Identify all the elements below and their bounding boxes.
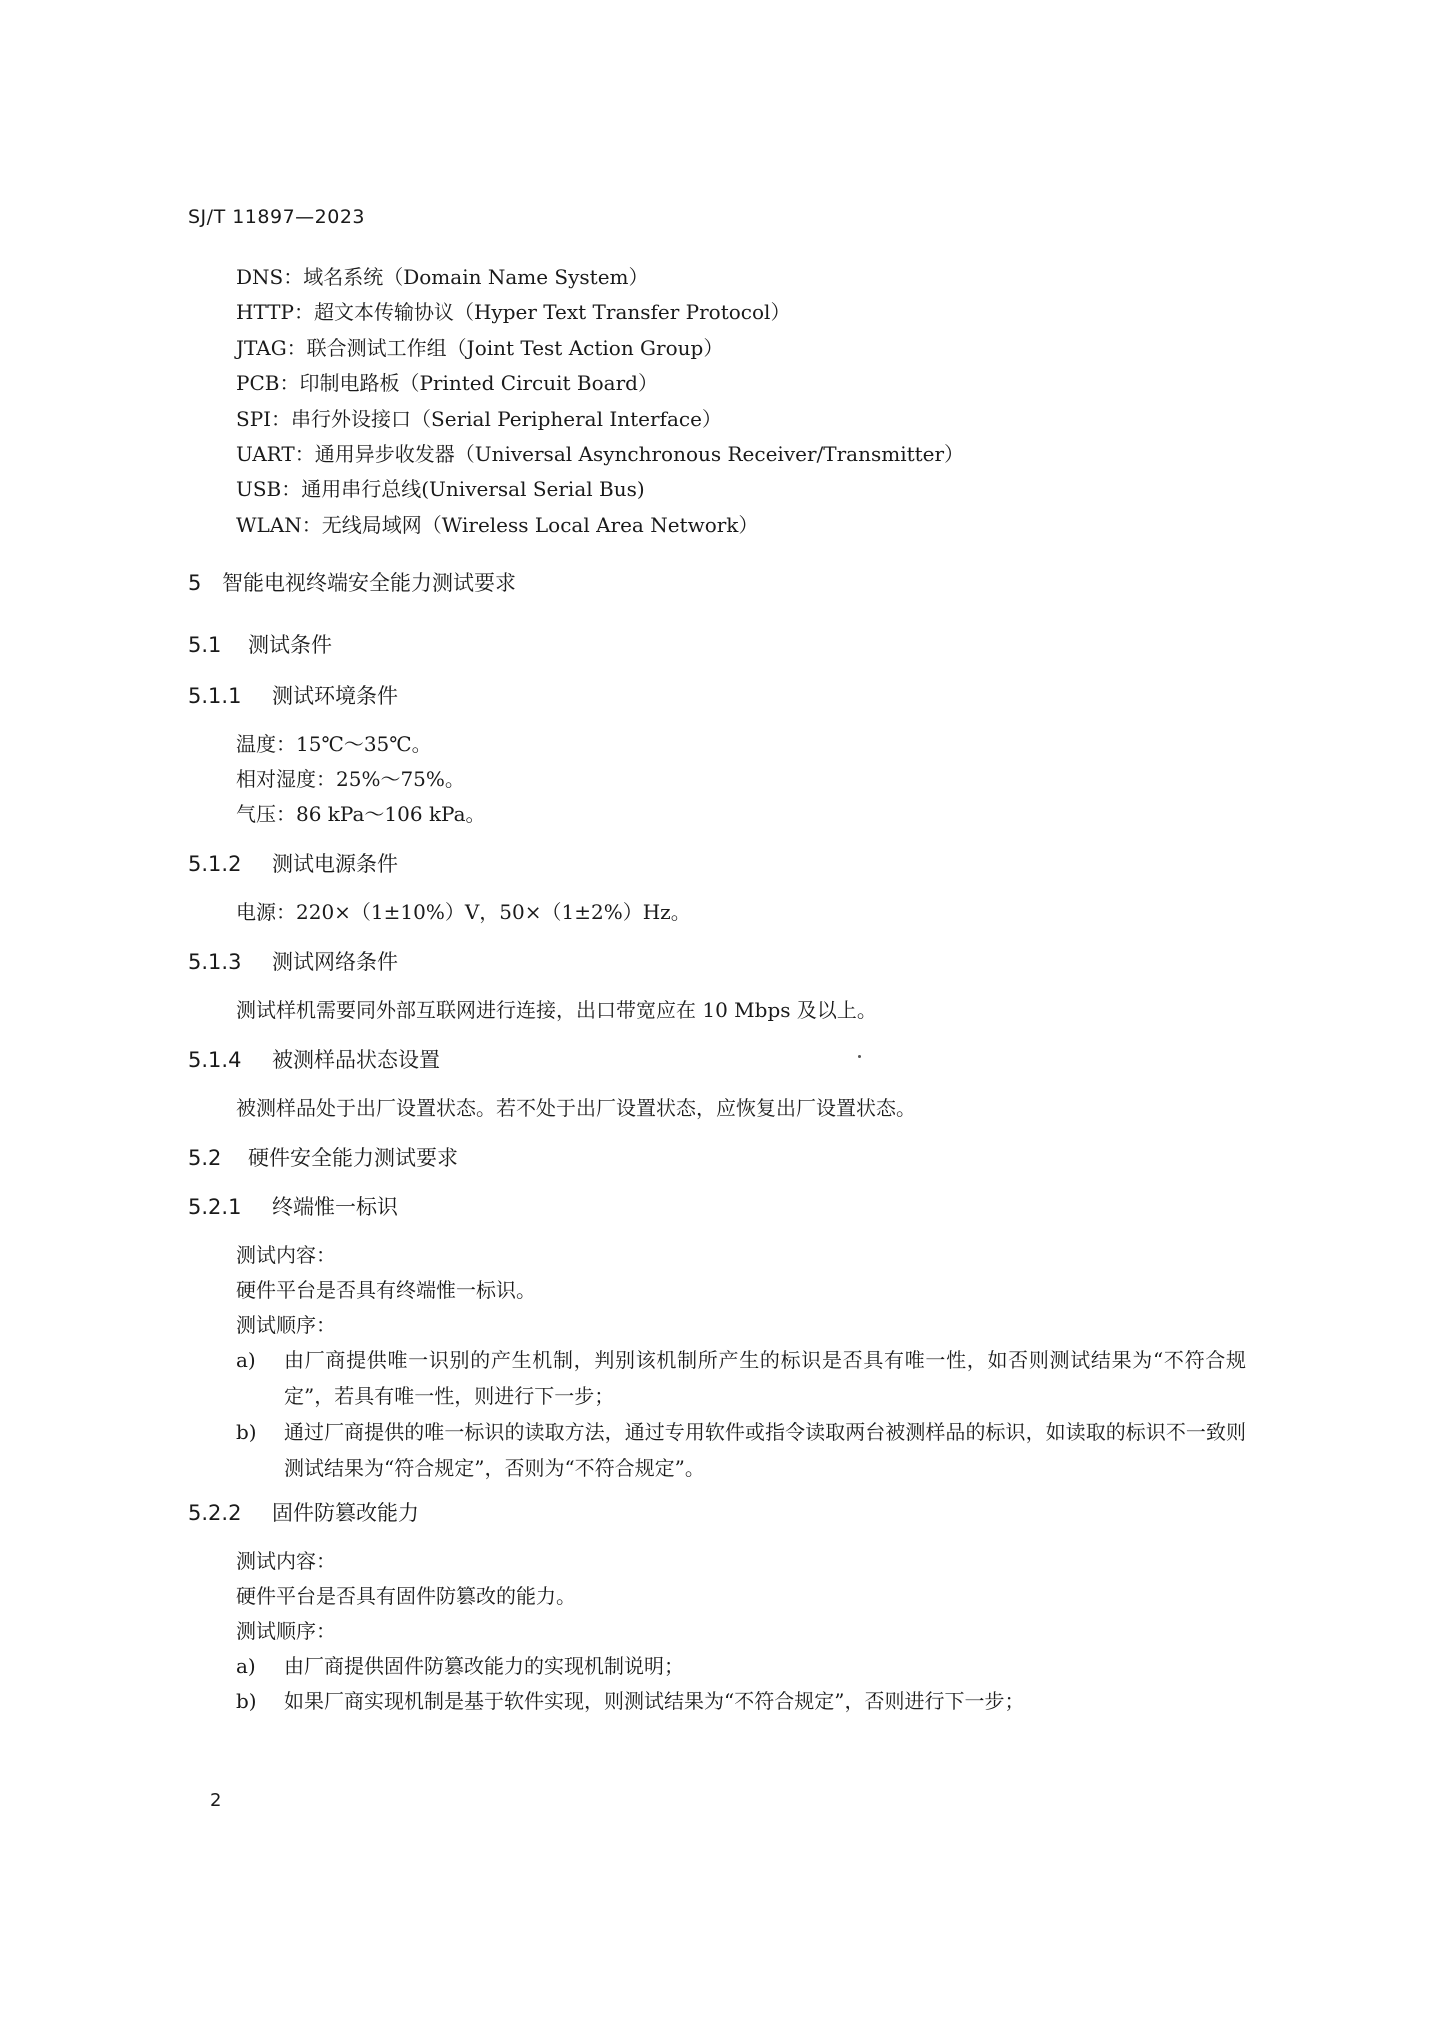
section-title: 测试环境条件 [272, 684, 398, 708]
section-number: 5.1 [188, 633, 222, 657]
step-text: 通过厂商提供的唯一标识的读取方法，通过专用软件或指令读取两台被测样品的标识，如读取的标识不一致则测试结果为“符合规定”，否则为“不符合规定”。 [284, 1420, 1246, 1480]
scan-speck [858, 1055, 861, 1058]
page-number: 2 [210, 1790, 222, 1811]
test-content-text: 硬件平台是否具有终端惟一标识。 [236, 1278, 536, 1302]
test-content-label: 测试内容： [236, 1549, 336, 1573]
section-title: 测试条件 [248, 633, 332, 657]
section-heading-5-2-1 [188, 1191, 398, 1221]
section-heading-5-1-2 [188, 848, 398, 878]
section-number: 5 [188, 571, 202, 595]
section-heading-5-1-3 [188, 946, 398, 976]
section-title: 智能电视终端安全能力测试要求 [222, 571, 516, 595]
sample-state-line: 被测样品处于出厂设置状态。若不处于出厂设置状态，应恢复出厂设置状态。 [236, 1096, 916, 1120]
section-title: 测试网络条件 [272, 950, 398, 974]
section-number: 5.2 [188, 1146, 222, 1170]
test-steps-label: 测试顺序： [236, 1313, 336, 1337]
section-heading-5 [188, 567, 516, 597]
section-title: 硬件安全能力测试要求 [248, 1146, 458, 1170]
step-label: a) [236, 1348, 256, 1372]
section-number: 5.2.2 [188, 1501, 242, 1525]
section-heading-5-2 [188, 1142, 458, 1172]
section-title: 固件防篡改能力 [272, 1501, 419, 1525]
temperature-line: 温度：15℃～35℃。 [236, 732, 432, 756]
abbreviation-list [236, 262, 964, 545]
test-step-item [236, 1683, 1246, 1719]
abbreviation-item: UART：通用异步收发器（Universal Asynchronous Receiver/Transmitter） [236, 441, 965, 466]
pressure-line: 气压：86 kPa～106 kPa。 [236, 802, 486, 826]
standard-code: SJ/T 11897—2023 [188, 206, 366, 228]
abbreviation-item: WLAN：无线局域网（Wireless Local Area Network） [236, 512, 759, 537]
test-content-label: 测试内容： [236, 1243, 336, 1267]
step-text: 如果厂商实现机制是基于软件实现，则测试结果为“不符合规定”，否则进行下一步； [284, 1689, 1025, 1713]
section-heading-5-1-4 [188, 1044, 440, 1074]
section-number: 5.2.1 [188, 1195, 242, 1219]
test-step-item [236, 1648, 1246, 1684]
section-title: 被测样品状态设置 [272, 1048, 440, 1072]
abbreviation-item: HTTP：超文本传输协议（Hyper Text Transfer Protocol） [236, 300, 791, 325]
network-line: 测试样机需要同外部互联网进行连接，出口带宽应在 10 Mbps 及以上。 [236, 998, 877, 1022]
section-number: 5.1.4 [188, 1048, 242, 1072]
step-label: b) [236, 1689, 257, 1713]
power-line: 电源：220×（1±10%）V，50×（1±2%）Hz。 [236, 900, 691, 924]
section-number: 5.1.2 [188, 852, 242, 876]
section-heading-5-1 [188, 629, 332, 659]
test-content-text: 硬件平台是否具有固件防篡改的能力。 [236, 1584, 576, 1608]
test-step-item [236, 1342, 1246, 1414]
test-step-item [236, 1414, 1246, 1486]
abbreviation-item: SPI：串行外设接口（Serial Peripheral Interface） [236, 406, 722, 431]
humidity-line: 相对湿度：25%～75%。 [236, 767, 465, 791]
abbreviation-item: JTAG：联合测试工作组（Joint Test Action Group） [236, 335, 724, 360]
section-heading-5-1-1 [188, 680, 398, 710]
section-title: 终端惟一标识 [272, 1195, 398, 1219]
section-title: 测试电源条件 [272, 852, 398, 876]
abbreviation-item: PCB：印制电路板（Printed Circuit Board） [236, 371, 658, 396]
section-heading-5-2-2 [188, 1497, 419, 1527]
step-text: 由厂商提供唯一识别的产生机制，判别该机制所产生的标识是否具有唯一性，如否则测试结果为“不符合规定”，若具有唯一性，则进行下一步； [284, 1348, 1246, 1408]
abbreviation-item: USB：通用串行总线(Universal Serial Bus) [236, 477, 645, 502]
abbreviation-item: DNS：域名系统（Domain Name System） [236, 265, 649, 289]
step-label: b) [236, 1420, 257, 1444]
section-number: 5.1.3 [188, 950, 242, 974]
step-label: a) [236, 1654, 256, 1678]
step-text: 由厂商提供固件防篡改能力的实现机制说明； [284, 1654, 684, 1678]
test-steps-label: 测试顺序： [236, 1619, 336, 1643]
section-number: 5.1.1 [188, 684, 242, 708]
